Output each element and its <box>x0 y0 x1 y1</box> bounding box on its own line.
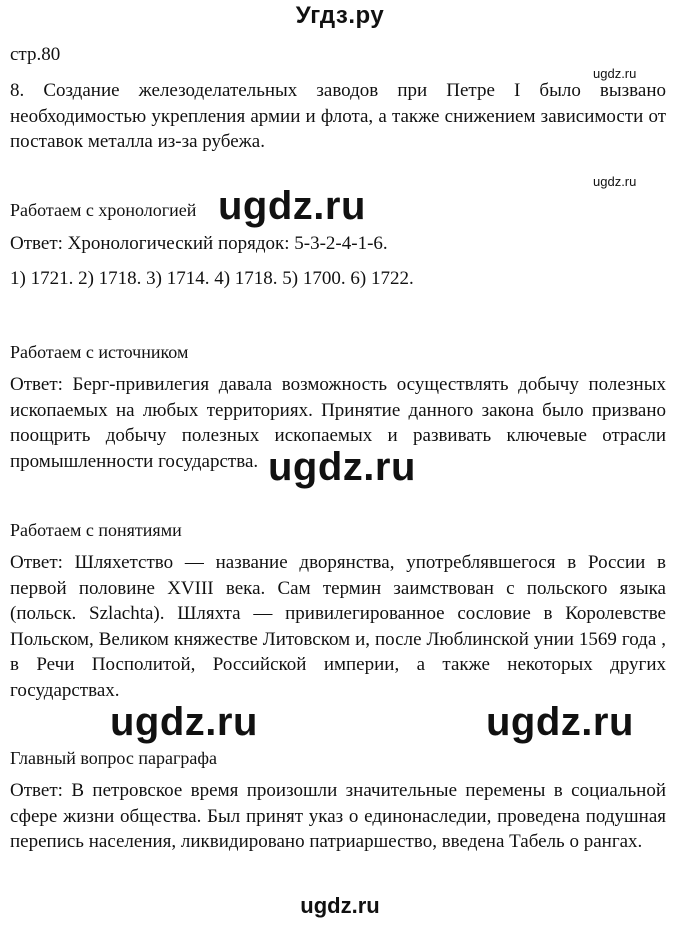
watermark-large: ugdz.ru <box>110 700 258 744</box>
watermark-large: ugdz.ru <box>268 445 416 489</box>
chronology-answer: Ответ: Хронологический порядок: 5-3-2-4-1-6. <box>10 233 388 254</box>
watermark-small: ugdz.ru <box>593 66 637 81</box>
source-heading: Работаем с источником <box>10 342 189 362</box>
footer-site-name: ugdz.ru <box>300 893 380 918</box>
concepts-answer: Ответ: Шляхетство — название дворянства, употреблявшегося в России в первой половине XVIII века. Сам термин заимствован с польского языка (польск. Szlachta). Шляхта — привилегированное сословие в Королевстве Польском, Великом княжестве Литовском и, после Люблинской унии 1569 года , в Речи Посполитой, Российской империи, а также некоторых других государствах. <box>10 552 666 701</box>
chronology-heading: Работаем с хронологией <box>10 200 197 220</box>
site-title: Угдз.ру <box>295 2 385 29</box>
watermark-large: ugdz.ru <box>218 184 366 228</box>
source-answer: Ответ: Берг-привилегия давала возможность осуществлять добычу полезных ископаемых на любых территориях. Принятие данного закона было призвано поощрить добычу полезных ископаемых и развивать ключевые отрасли промышленности государства. <box>10 374 666 472</box>
watermark-large: ugdz.ru <box>486 700 634 744</box>
concepts-heading: Работаем с понятиями <box>10 520 182 540</box>
chronology-years: 1) 1721. 2) 1718. 3) 1714. 4) 1718. 5) 1700. 6) 1722. <box>10 268 414 289</box>
main-question-answer: Ответ: В петровское время произошли значительные перемены в социальной сфере жизни общества. Был принят указ о единонаследии, проведена подушная перепись населения, ликвидировано патриаршество, введена Табель о рангах. <box>10 780 666 852</box>
task-8-text: 8. Создание железоделательных заводов при Петре I было вызвано необходимостью укрепления армии и флота, а также снижением зависимости от поставок металла из-за рубежа. <box>10 80 666 152</box>
main-question-heading: Главный вопрос параграфа <box>10 748 217 768</box>
watermark-small: ugdz.ru <box>593 174 637 189</box>
page-reference: стр.80 <box>10 44 61 65</box>
